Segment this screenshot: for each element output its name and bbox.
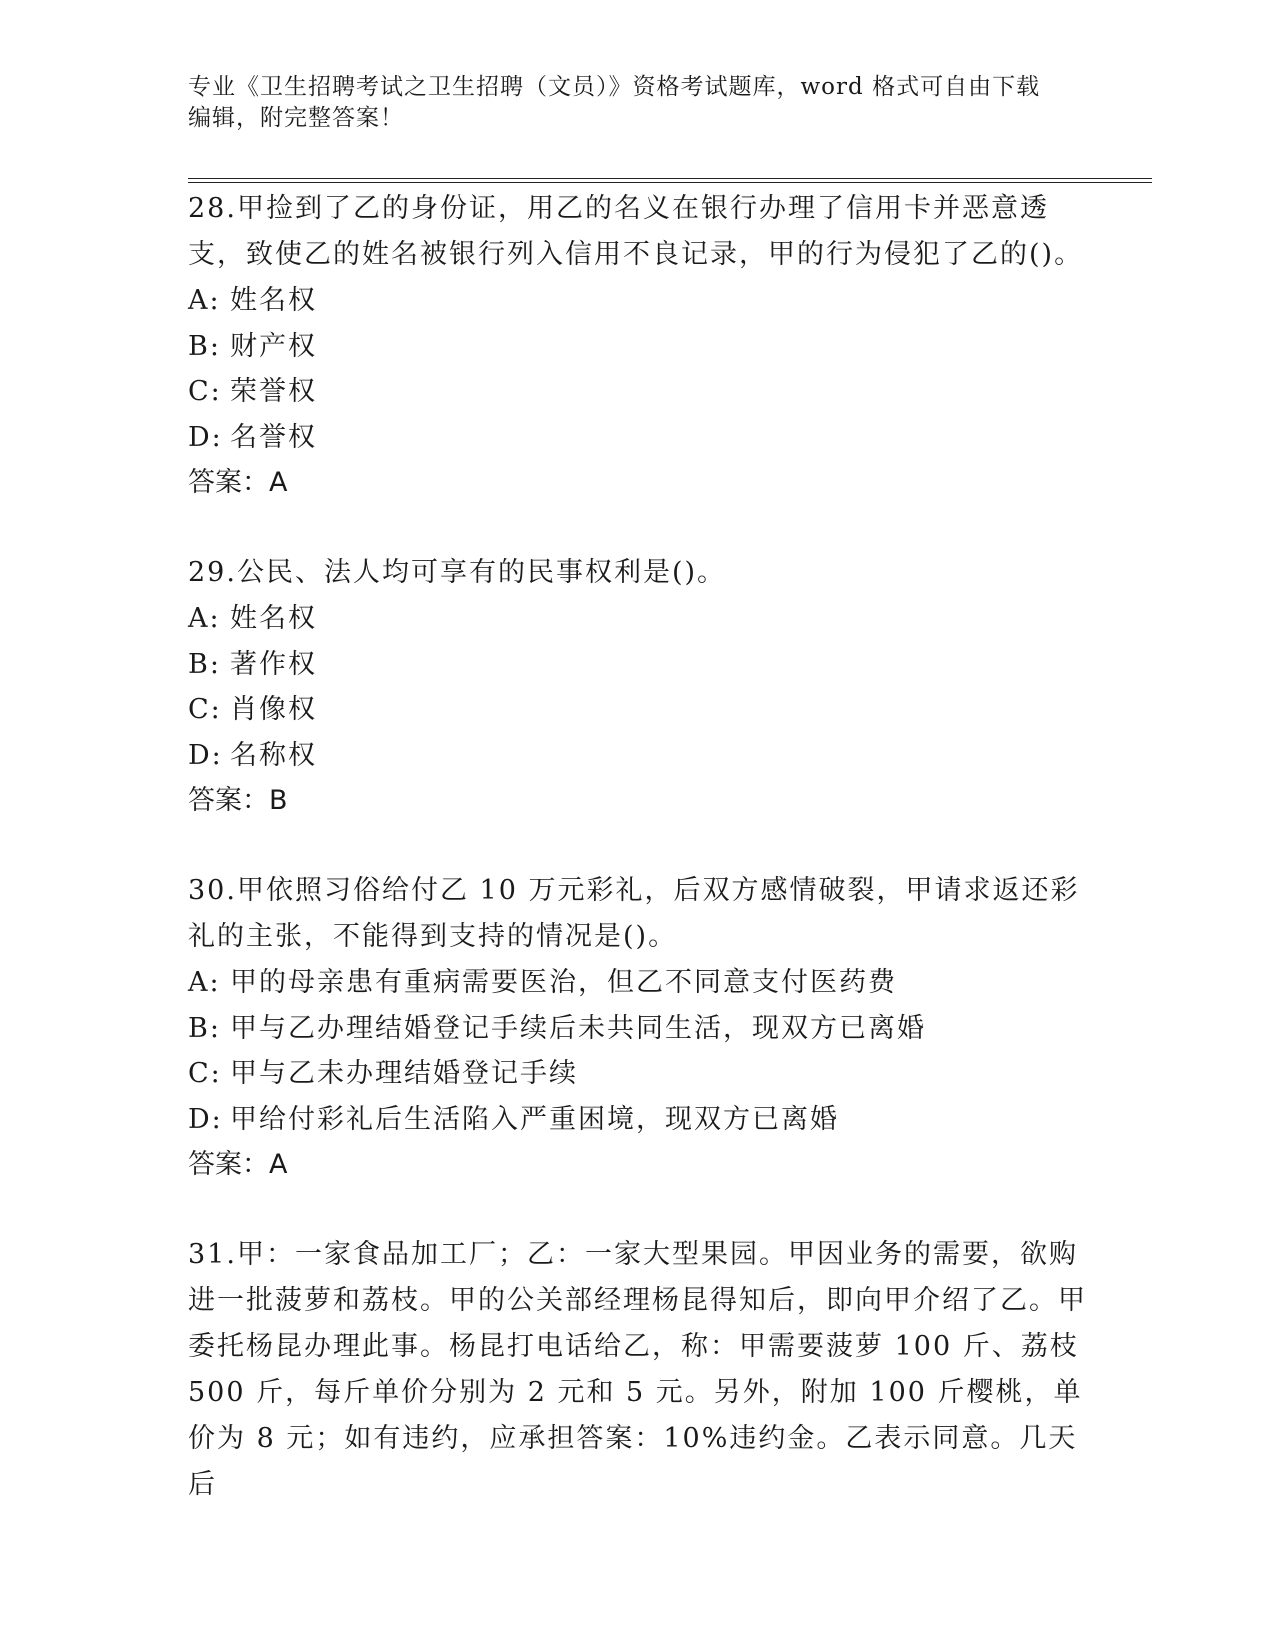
option-key: B:	[188, 1012, 221, 1044]
question-text: 29.公民、法人均可享有的民事权利是()。	[188, 557, 727, 588]
option-c	[188, 687, 1088, 733]
option-text: 甲的母亲患有重病需要医治，但乙不同意支付医药费	[230, 967, 897, 998]
option-text: 名称权	[230, 739, 317, 771]
option-b	[188, 1006, 1088, 1052]
option-key: C:	[188, 694, 222, 725]
answer-line: 答案：A	[188, 467, 288, 498]
option-text: 甲与乙办理结婚登记手续后未共同生活，现双方已离婚	[230, 1012, 926, 1044]
option-key: D:	[188, 421, 223, 453]
option-a	[188, 278, 1088, 324]
answer-line: 答案：A	[188, 1149, 288, 1180]
option-b	[188, 642, 1088, 688]
question-list	[188, 186, 1088, 1552]
option-key: A:	[188, 603, 221, 634]
option-text: 甲与乙未办理结婚登记手续	[230, 1058, 578, 1089]
option-b	[188, 324, 1088, 370]
option-key: A:	[188, 967, 221, 998]
header-line-2: 编辑，附完整答案！	[188, 105, 404, 131]
option-key: B:	[188, 330, 221, 362]
option-text: 著作权	[230, 648, 317, 680]
option-key: D:	[188, 739, 223, 771]
question-28	[188, 186, 1088, 506]
question-text: 28.甲捡到了乙的身份证，用乙的名义在银行办理了信用卡并恶意透支，致使乙的姓名被银行列入信用不良记录，甲的行为侵犯了乙的()。	[188, 193, 1084, 270]
option-key: A:	[188, 285, 221, 316]
question-30	[188, 868, 1088, 1188]
header-line-1: 专业《卫生招聘考试之卫生招聘（文员）》资格考试题库，word 格式可自由下载	[188, 74, 1041, 100]
option-a	[188, 960, 1088, 1006]
option-a	[188, 596, 1088, 642]
option-c	[188, 369, 1088, 415]
option-key: B:	[188, 648, 221, 680]
answer-line: 答案：B	[188, 785, 288, 816]
option-key: C:	[188, 376, 222, 407]
option-text: 名誉权	[230, 421, 317, 453]
option-text: 姓名权	[230, 603, 317, 634]
option-d	[188, 415, 1088, 461]
question-text: 30.甲依照习俗给付乙 10 万元彩礼，后双方感情破裂，甲请求返还彩礼的主张，不能得到支持的情况是()。	[188, 875, 1080, 952]
option-text: 姓名权	[230, 285, 317, 316]
header-divider	[188, 178, 1152, 183]
question-text: 31.甲：一家食品加工厂；乙：一家大型果园。甲因业务的需要，欲购进一批菠萝和荔枝。甲的公关部经理杨昆得知后，即向甲介绍了乙。甲委托杨昆办理此事。杨昆打电话给乙，称：甲需要菠萝 100 斤、荔枝 500 斤，每斤单价分别为 2 元和 5 元。另外，附加 100 斤樱桃，单价为 8 元；如有违约，应承担答案：10%违约金。乙表示同意。几天后	[188, 1239, 1087, 1500]
option-key: D:	[188, 1103, 223, 1135]
question-29	[188, 550, 1088, 824]
option-text: 财产权	[230, 330, 317, 362]
option-key: C:	[188, 1058, 222, 1089]
document-header	[188, 72, 1088, 134]
option-text: 荣誉权	[230, 376, 317, 407]
option-text: 甲给付彩礼后生活陷入严重困境，现双方已离婚	[230, 1103, 839, 1135]
option-c	[188, 1051, 1088, 1097]
option-d	[188, 1097, 1088, 1143]
question-31	[188, 1232, 1088, 1508]
option-text: 肖像权	[230, 694, 317, 725]
option-d	[188, 733, 1088, 779]
